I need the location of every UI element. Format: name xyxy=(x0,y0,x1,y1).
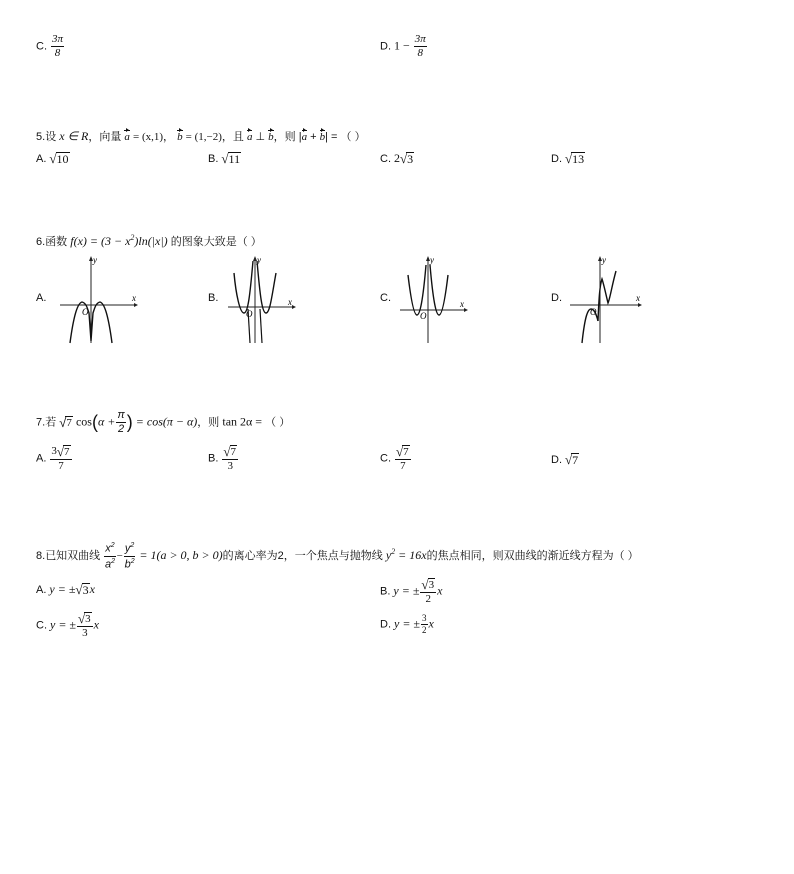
q8-option-c: C. y = ± √ 3 3 x xyxy=(36,611,99,640)
fraction: √ 7 3 xyxy=(223,444,237,473)
svg-text:y: y xyxy=(257,255,261,265)
svg-text:O: O xyxy=(246,309,253,319)
graph-c xyxy=(398,255,480,345)
q8-stem: 8.已知双曲线 $\frac{x^2}{a^2}$ − $\frac{y^2}{b^2}$ = 1(a > 0, b > 0)的离心率为2，一个焦点与抛物线 $y^2 = 16x$的焦点相同，则双曲线的渐近线方程为（ ） xyxy=(36,542,639,571)
fraction: √ 3 3 xyxy=(78,611,91,640)
sqrt: √ 7 xyxy=(565,452,579,468)
q6-label-a: A. xyxy=(36,292,47,304)
vector-b: b xyxy=(177,131,183,143)
q5-option-d: D. √ 13 xyxy=(551,151,585,167)
fraction: √ 3 2 xyxy=(421,577,435,606)
q6-label-b: B. xyxy=(208,292,219,304)
q8-option-a: A. y = ± √ 3 x xyxy=(36,582,95,598)
q7-option-a: A. 3 √ 7 7 xyxy=(36,444,70,473)
q5-option-c: C. 2 √ 3 xyxy=(380,151,414,167)
option-label: D. xyxy=(380,40,391,53)
sqrt: √ 11 xyxy=(221,151,241,167)
q7-option-c: C. √ 7 7 xyxy=(380,444,409,473)
origin-label: O xyxy=(82,307,89,317)
fraction: $\frac{x^2}{a^2}$ xyxy=(104,542,115,571)
fraction: $\frac{3\pi}{8}$ xyxy=(414,33,426,59)
option-label: C. xyxy=(36,40,47,53)
fraction: $\frac{\pi}{2}$ xyxy=(117,409,125,435)
svg-text:O: O xyxy=(420,311,427,321)
svg-text:y: y xyxy=(602,255,606,265)
sqrt: √ 10 xyxy=(49,151,69,167)
q6-stem: 6.函数 $f(x) = (3 - x^2)\ln(|x|)$ 的图象大致是（ ） xyxy=(36,233,262,248)
q5-stem: 5.设 x ∈ R，向量 a = (x,1)， b = (1,−2)，且 a ⊥ b，则 |a + b| = （ ） xyxy=(36,129,366,143)
q5-option-b: B. √ 11 xyxy=(208,151,241,167)
sqrt: √ 13 xyxy=(565,151,585,167)
math-text: 1 − xyxy=(394,38,410,53)
graph-b xyxy=(226,255,308,345)
q8-option-b: B. y = ± √ 3 2 x xyxy=(380,577,443,606)
svg-text:y: y xyxy=(430,255,434,265)
q5-option-a: A. √ 10 xyxy=(36,151,69,167)
q4-option-c xyxy=(36,34,65,59)
vector-a: a xyxy=(124,131,130,143)
q7-option-b: B. √ 7 3 xyxy=(208,444,237,473)
fraction: $\frac{3}{2}$ xyxy=(422,613,427,635)
axis-y-label: y xyxy=(93,255,97,265)
fraction: $\frac{3\pi}{8}$ xyxy=(52,33,64,59)
graph-d xyxy=(568,255,650,345)
svg-text:O: O xyxy=(590,307,597,317)
fraction: 3 √ 7 7 xyxy=(51,444,70,473)
svg-text:x: x xyxy=(460,299,464,309)
q7-option-d: D. √ 7 xyxy=(551,452,579,468)
q6-label-d: D. xyxy=(551,292,562,304)
q4-option-d xyxy=(380,34,428,59)
fraction: $\frac{y^2}{b^2}$ xyxy=(124,542,135,571)
function-expression: $f(x) = (3 - x^2)\ln(|x|)$ xyxy=(70,233,168,248)
sqrt: √ 3 xyxy=(400,151,414,167)
svg-text:x: x xyxy=(636,293,640,303)
q6-label-c: C. xyxy=(380,292,391,304)
fraction: √ 7 7 xyxy=(396,444,409,473)
axis-x-label: x xyxy=(132,293,136,303)
q8-option-d: D. y = ± $\frac{3}{2}$ x xyxy=(380,613,434,635)
svg-text:x: x xyxy=(288,297,292,307)
graph-a xyxy=(58,255,140,345)
sqrt: √ 7 xyxy=(59,414,72,430)
q7-stem: 7.若 √ 7 cos(α + $\frac{\pi}{2}$ ) = cos(π − α)，则 tan 2α = （ ） xyxy=(36,409,291,435)
